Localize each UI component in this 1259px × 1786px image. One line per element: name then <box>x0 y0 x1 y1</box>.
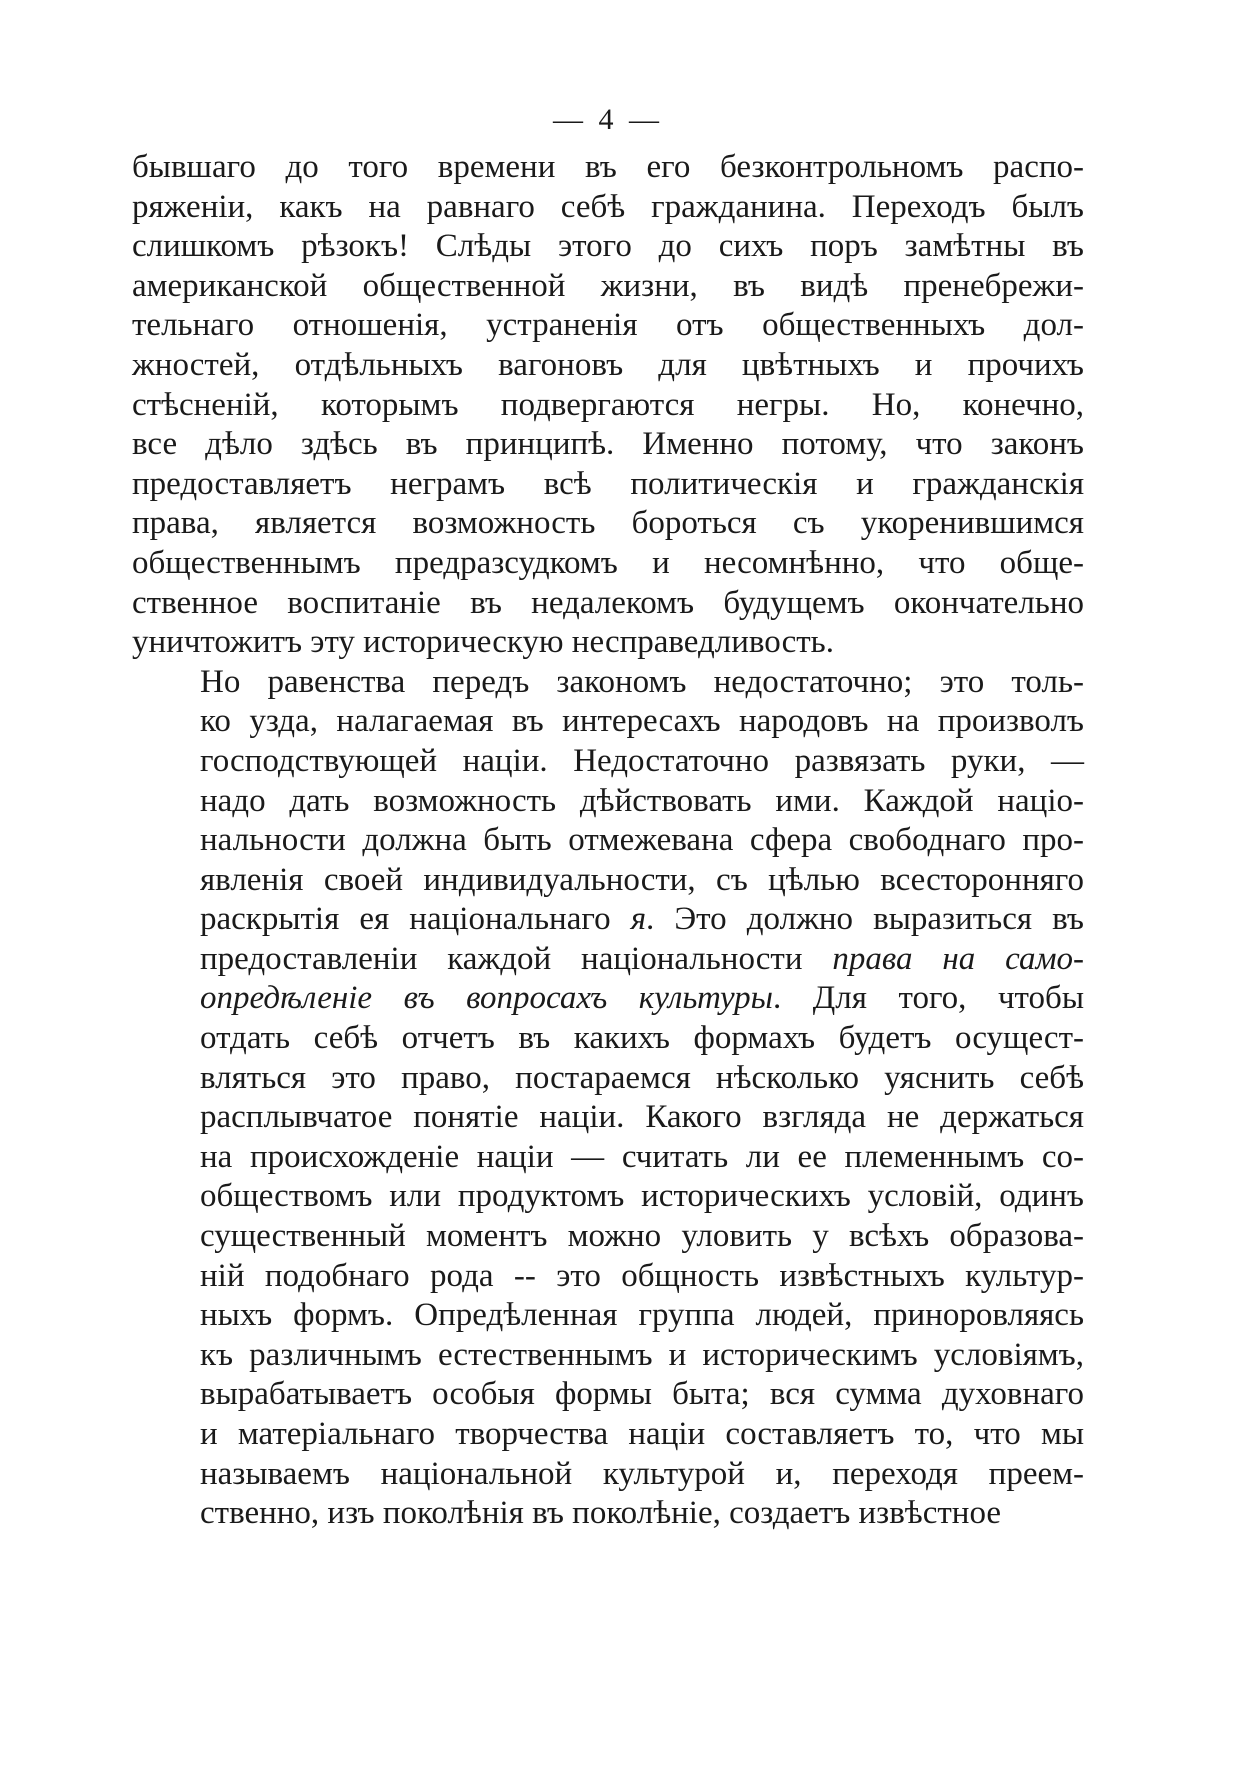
text-line: расплывчатое понятіе націи. Какого взгляда не держаться <box>200 1099 1084 1136</box>
text-line: уничтожитъ эту историческую несправедливость. <box>132 624 834 661</box>
book-page <box>132 100 1084 1534</box>
text-line: ныхъ формъ. Опредѣленная группа людей, приноровляясь <box>200 1297 1084 1334</box>
text-line: къ различнымъ естественнымъ и историческимъ условіямъ, <box>200 1336 1084 1373</box>
text-line: вляться это право, постараемся нѣсколько уяснить себѣ <box>200 1059 1084 1096</box>
text-line: Но равенства передъ закономъ недостаточно; это толь- <box>200 663 1084 700</box>
text-line: раскрытія ея національнаго я. Это должно выразиться въ <box>200 901 1084 938</box>
text-line: ственное воспитаніе въ недалекомъ будущемъ окончательно <box>132 584 1084 621</box>
text-line: и матеріальнаго творчества націи составляетъ то, что мы <box>200 1416 1084 1452</box>
text-line: явленія своей индивидуальности, съ цѣлью всесторонняго <box>200 861 1084 898</box>
text-line: нальности должна быть отмежевана сфера свободнаго про- <box>200 822 1084 859</box>
paragraph <box>132 148 1084 663</box>
text-line: права, является возможность бороться съ укоренившимся <box>132 505 1084 542</box>
text-line: бывшаго до того времени въ его безконтрольномъ распо- <box>132 149 1084 185</box>
text-line: стѣсненій, которымъ подвергаются негры. Но, конечно, <box>132 386 1084 423</box>
text-line: отдать себѣ отчетъ въ какихъ формахъ будетъ осущест- <box>200 1020 1084 1057</box>
text-line: ко узда, налагаемая въ интересахъ народовъ на произволъ <box>200 703 1084 740</box>
text-line: общественнымъ предразсудкомъ и несомнѣнно, что обще- <box>132 544 1084 581</box>
text-line: ній подобнаго рода -- это общность извѣстныхъ культур- <box>200 1257 1084 1294</box>
text-line: все дѣло здѣсь въ принципѣ. Именно потому, что законъ <box>132 426 1084 463</box>
text-line: надо дать возможность дѣйствовать ими. Каждой націо- <box>200 782 1084 819</box>
text-line: предоставленіи каждой національности права на само- <box>200 940 1084 977</box>
text-line: существенный моментъ можно уловить у всѣхъ образова- <box>200 1218 1084 1255</box>
text-line: ственно, изъ поколѣнія въ поколѣніе, создаетъ извѣстное <box>200 1495 1001 1532</box>
paragraph <box>132 663 1084 1534</box>
text-line: вырабатываетъ особыя формы быта; вся сумма духовнаго <box>200 1376 1084 1413</box>
text-line: господствующей націи. Недостаточно развязать руки, — <box>200 742 1084 779</box>
text-line: жностей, отдѣльныхъ вагоновъ для цвѣтныхъ и прочихъ <box>132 346 1084 383</box>
text-line: тельнаго отношенія, устраненія отъ общественныхъ дол- <box>132 307 1084 344</box>
text-line: на происхожденіе націи — считать ли ее племеннымъ со- <box>200 1138 1084 1175</box>
body-text <box>132 148 1084 1534</box>
text-line: обществомъ или продуктомъ историческихъ условій, одинъ <box>200 1178 1084 1215</box>
text-line: ряженіи, какъ на равнаго себѣ гражданина. Переходъ былъ <box>132 188 1084 225</box>
text-line: слишкомъ рѣзокъ! Слѣды этого до сихъ поръ замѣтны въ <box>132 228 1084 265</box>
text-line: предоставляетъ неграмъ всѣ политическія и гражданскія <box>132 465 1084 502</box>
page-number: — 4 — <box>553 103 663 136</box>
text-line: американской общественной жизни, въ видѣ пренебрежи- <box>132 267 1084 304</box>
text-line: опредѣленіе въ вопросахъ культуры. Для того, чтобы <box>200 980 1084 1017</box>
text-line: называемъ національной культурой и, переходя преем- <box>200 1455 1084 1492</box>
